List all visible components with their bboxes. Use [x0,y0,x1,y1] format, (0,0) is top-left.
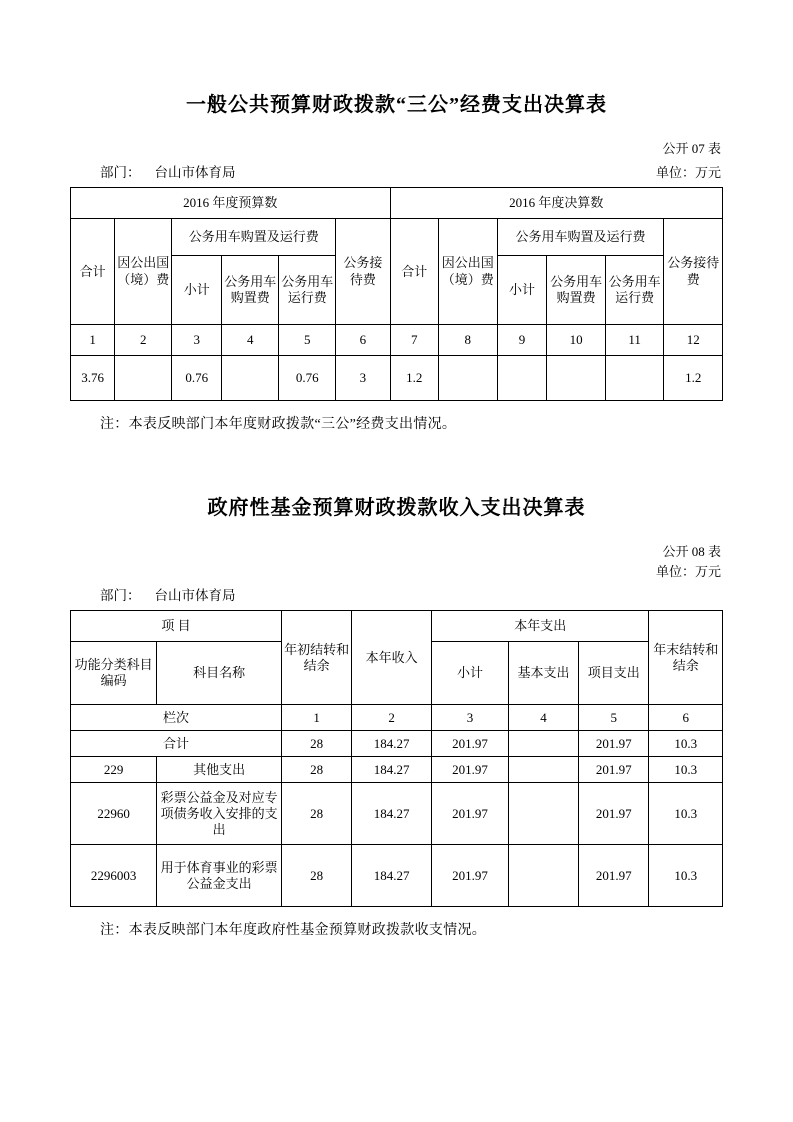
table-row-subheader-1 [71,219,723,256]
col-subject-name: 科目名称 [157,642,282,705]
col-vehicle-subtotal-final: 小计 [497,256,547,325]
col-number: 12 [664,325,723,356]
table-row [71,731,723,757]
col-number: 4 [222,325,279,356]
row-end: 10.3 [649,783,723,845]
col-number: 3 [432,705,509,731]
col-number: 8 [439,325,497,356]
col-number: 1 [281,705,351,731]
row-name: 用于体育事业的彩票公益金支出 [157,845,282,907]
group-header-budget: 2016 年度预算数 [71,188,391,219]
section2-dept-name: 台山市体育局 [154,588,236,604]
value-cell: 1.2 [390,356,439,401]
row-end: 10.3 [649,757,723,783]
section1-note: 注：本表反映部门本年度财政拨款“三公”经费支出情况。 [100,417,457,433]
table-row-group-header [71,611,723,642]
row-project: 201.97 [579,731,649,757]
value-cell: 1.2 [664,356,723,401]
row-subtotal: 201.97 [432,783,509,845]
col-total-final: 合计 [390,219,439,325]
table-row [71,783,723,845]
row-basic [508,783,578,845]
group-header-project: 项 目 [71,611,282,642]
col-basic-expense: 基本支出 [508,642,578,705]
col-number: 5 [279,325,336,356]
col-label: 栏次 [71,705,282,731]
section1-meta-row [70,161,723,181]
section2-unit: 单位：万元 [655,564,721,580]
value-cell: 3.76 [71,356,115,401]
section2-title: 政府性基金预算财政拨款收入支出决算表 [207,497,586,520]
row-subtotal: 201.97 [432,845,509,907]
row-basic [508,757,578,783]
row-end: 10.3 [649,845,723,907]
row-end: 10.3 [649,731,723,757]
section2-note: 注：本表反映部门本年度政府性基金预算财政拨款收支情况。 [100,923,487,939]
row-begin: 28 [281,757,351,783]
section1-dept-name: 台山市体育局 [154,165,236,181]
value-cell [547,356,605,401]
col-vehicle-buy-budget: 公务用车购置费 [222,256,279,325]
section2-dept-label: 部门： [100,588,141,604]
col-vehicle-subtotal-budget: 小计 [172,256,222,325]
section-gov-fund [70,433,723,939]
col-reception-final: 公务接待费 [664,219,723,325]
col-number: 11 [605,325,663,356]
col-func-code: 功能分类科目编码 [71,642,157,705]
value-cell [497,356,547,401]
col-total-budget: 合计 [71,219,115,325]
section1-unit: 单位：万元 [655,165,721,181]
row-name: 其他支出 [157,757,282,783]
value-cell [605,356,663,401]
row-code: 2296003 [71,845,157,907]
col-project-expense: 项目支出 [579,642,649,705]
col-number: 6 [649,705,723,731]
value-cell [439,356,497,401]
table-row [71,757,723,783]
section2-dept [70,584,236,604]
table-gov-fund [70,610,723,907]
group-header-year-expense: 本年支出 [432,611,649,642]
value-cell [222,356,279,401]
row-income: 184.27 [352,845,432,907]
col-vehicle-run-budget: 公务用车运行费 [279,256,336,325]
value-cell: 0.76 [172,356,222,401]
col-vehicle-group-final: 公务用车购置及运行费 [497,219,664,256]
col-vehicle-group-budget: 公务用车购置及运行费 [172,219,336,256]
table-san-gong [70,187,723,401]
section1-dept [70,161,236,181]
row-code: 22960 [71,783,157,845]
col-subtotal: 小计 [432,642,509,705]
col-year-income: 本年收入 [352,611,432,705]
row-project: 201.97 [579,757,649,783]
col-number: 6 [336,325,390,356]
col-abroad-budget: 因公出国（境）费 [115,219,172,325]
table-row-col-numbers [71,705,723,731]
row-income: 184.27 [352,757,432,783]
table-row-group-header [71,188,723,219]
table-row [71,845,723,907]
row-begin: 28 [281,845,351,907]
row-begin: 28 [281,783,351,845]
col-reception-budget: 公务接待费 [336,219,390,325]
section2-form-no: 公开 08 表 [662,544,721,560]
row-project: 201.97 [579,845,649,907]
row-income: 184.27 [352,731,432,757]
section1-title: 一般公共预算财政拨款“三公”经费支出决算表 [186,94,607,116]
col-number: 5 [579,705,649,731]
row-project: 201.97 [579,783,649,845]
col-number: 9 [497,325,547,356]
value-cell: 0.76 [279,356,336,401]
value-cell [115,356,172,401]
value-cell: 3 [336,356,390,401]
row-name: 彩票公益金及对应专项债务收入安排的支出 [157,783,282,845]
col-begin-balance: 年初结转和结余 [281,611,351,705]
col-end-balance: 年末结转和结余 [649,611,723,705]
row-name: 合计 [71,731,282,757]
section1-form-no: 公开 07 表 [662,141,721,156]
row-basic [508,845,578,907]
col-number: 1 [71,325,115,356]
col-number: 3 [172,325,222,356]
col-abroad-final: 因公出国（境）费 [439,219,497,325]
section-san-gong [70,0,723,433]
section1-dept-label: 部门： [100,165,141,181]
col-number: 2 [115,325,172,356]
col-number: 4 [508,705,578,731]
col-number: 2 [352,705,432,731]
row-subtotal: 201.97 [432,731,509,757]
section2-meta-row [70,584,723,604]
row-code: 229 [71,757,157,783]
table-row-col-numbers [71,325,723,356]
col-number: 10 [547,325,605,356]
row-income: 184.27 [352,783,432,845]
col-vehicle-buy-final: 公务用车购置费 [547,256,605,325]
col-number: 7 [390,325,439,356]
row-subtotal: 201.97 [432,757,509,783]
row-basic [508,731,578,757]
col-vehicle-run-final: 公务用车运行费 [605,256,663,325]
group-header-final: 2016 年度决算数 [390,188,722,219]
row-begin: 28 [281,731,351,757]
table-row-values [71,356,723,401]
